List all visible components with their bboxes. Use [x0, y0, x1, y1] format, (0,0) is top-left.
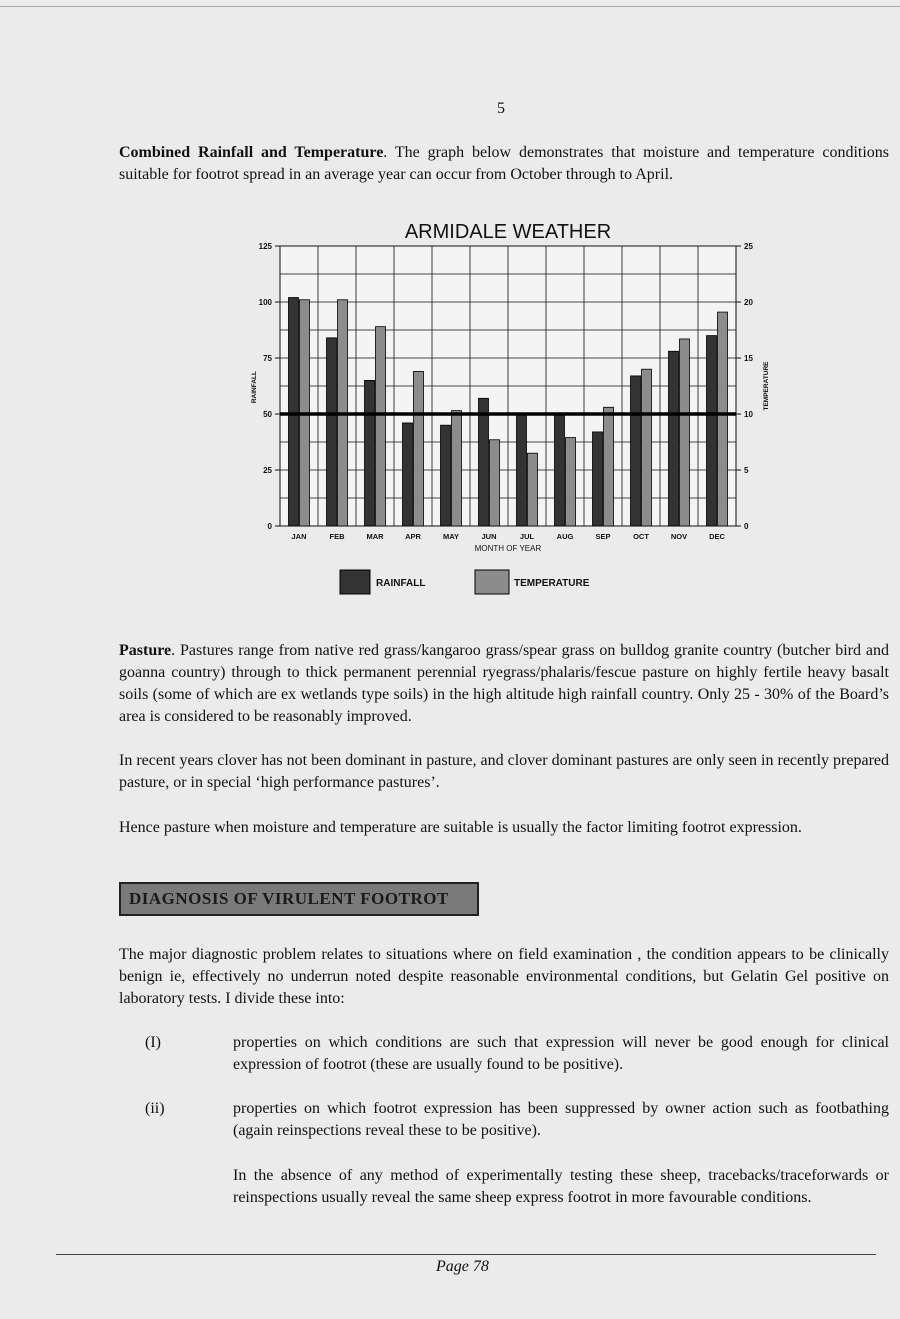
armidale-weather-chart [240, 212, 780, 612]
rainfall-bar-mar [365, 380, 375, 526]
y-tick-label: 125 [258, 242, 272, 251]
temperature-bar-may [452, 411, 462, 526]
rainfall-bar-jul [517, 414, 527, 526]
temperature-bar-oct [642, 369, 652, 526]
x-tick-label: DEC [709, 532, 725, 541]
y-tick-label: 0 [267, 522, 272, 531]
y-tick-label: 50 [263, 410, 272, 419]
clover-paragraph: In recent years clover has not been dominant in pasture, and clover dominant pastures are only seen in recently prepared pasture, or in special ‘high performance pastures’. [119, 752, 889, 791]
legend-swatch-temperature [475, 570, 509, 594]
y-tick-label: 100 [258, 298, 272, 307]
list-item-2: properties on which footrot expression has been suppressed by owner action such as footbathing (again reinspections reveal these to be positive). [233, 1100, 889, 1139]
rainfall-bar-dec [707, 336, 717, 526]
legend-label-rainfall: RAINFALL [376, 578, 426, 589]
rainfall-bar-feb [327, 338, 337, 526]
x-axis-label: MONTH OF YEAR [474, 544, 542, 553]
rainfall-bar-apr [403, 423, 413, 526]
pasture-paragraph [119, 640, 889, 728]
y2-tick-label: 0 [744, 522, 749, 531]
x-tick-label: SEP [595, 532, 611, 541]
temperature-bar-dec [718, 312, 728, 526]
legend-swatch-rainfall [340, 570, 370, 594]
footer-rule [56, 1254, 876, 1255]
intro-paragraph [119, 142, 889, 186]
hence-paragraph: Hence pasture when moisture and temperature are suitable is usually the factor limiting footrot expression. [119, 819, 802, 836]
temperature-bar-apr [414, 371, 424, 526]
y2-tick-label: 25 [744, 242, 753, 251]
temperature-bar-mar [376, 327, 386, 526]
pasture-text: . Pastures range from native red grass/kangaroo grass/spear grass on bulldog granite country (butcher bird and goanna country) through to thick permanent perennial ryegrass/phalaris/fescue pasture on highly fertile heavy basalt soils (some of which are ex wetlands type soils) in the high altitude high rainfall country. Only 25 - 30% of the Board’s area is considered to be reasonably improved. [119, 642, 889, 725]
x-tick-label: FEB [329, 532, 345, 541]
legend-label-temperature: TEMPERATURE [514, 578, 590, 589]
y2-tick-label: 15 [744, 354, 753, 363]
page-footer: Page 78 [436, 1258, 489, 1275]
page-number: 5 [497, 100, 505, 117]
x-tick-label: MAR [366, 532, 384, 541]
x-tick-label: JUL [519, 532, 535, 541]
x-tick-label: MAY [443, 532, 459, 541]
intro-heading: Combined Rainfall and Temperature [119, 144, 384, 161]
x-tick-label: OCT [633, 532, 649, 541]
chart-title: ARMIDALE WEATHER [404, 221, 612, 243]
x-tick-label: APR [405, 532, 421, 541]
diagnosis-heading: DIAGNOSIS OF VIRULENT FOOTROT [119, 882, 479, 916]
y-tick-label: 75 [263, 354, 272, 363]
list-item-1: properties on which conditions are such that expression will never be good enough for clinical expression of footrot (these are usually found to be positive). [233, 1034, 889, 1073]
rainfall-bar-oct [631, 376, 641, 526]
rainfall-bar-may [441, 425, 451, 526]
y2-tick-label: 5 [744, 466, 749, 475]
diagnosis-paragraph: The major diagnostic problem relates to situations where on field examination , the condition appears to be clinically benign ie, effectively no underrun noted despite reasonable environmental conditions, but Gelatin Gel positive on laboratory tests. I divide these into: [119, 946, 889, 1007]
x-tick-label: JUN [481, 532, 497, 541]
temperature-bar-sep [604, 407, 614, 526]
rainfall-bar-jan [289, 298, 299, 526]
list-number-2: (ii) [145, 1100, 165, 1117]
rainfall-bar-jun [479, 398, 489, 526]
y-tick-label: 25 [263, 466, 272, 475]
rainfall-bar-sep [593, 432, 603, 526]
top-rule [0, 6, 900, 7]
temperature-bar-nov [680, 339, 690, 526]
y2-tick-label: 20 [744, 298, 753, 307]
intro-text: . The graph below demonstrates that moisture and temperature conditions suitable for footrot spread in an average year can occur from October through to April. [119, 144, 889, 183]
y2-axis-label: TEMPERATURE [763, 361, 770, 411]
rainfall-bar-nov [669, 351, 679, 526]
closing-paragraph: In the absence of any method of experimentally testing these sheep, tracebacks/traceforwards or reinspections usually reveal the same sheep express footrot in more favourable conditions. [233, 1167, 889, 1206]
temperature-bar-jul [528, 453, 538, 526]
x-tick-label: NOV [670, 532, 688, 541]
temperature-bar-jun [490, 440, 500, 526]
pasture-heading: Pasture [119, 642, 172, 659]
x-tick-label: JAN [291, 532, 307, 541]
list-number-1: (I) [145, 1034, 161, 1051]
x-tick-label: AUG [556, 532, 574, 541]
rainfall-bar-aug [555, 414, 565, 526]
y2-tick-label: 10 [744, 410, 753, 419]
temperature-bar-aug [566, 438, 576, 526]
y-axis-label: RAINFALL [251, 371, 258, 404]
